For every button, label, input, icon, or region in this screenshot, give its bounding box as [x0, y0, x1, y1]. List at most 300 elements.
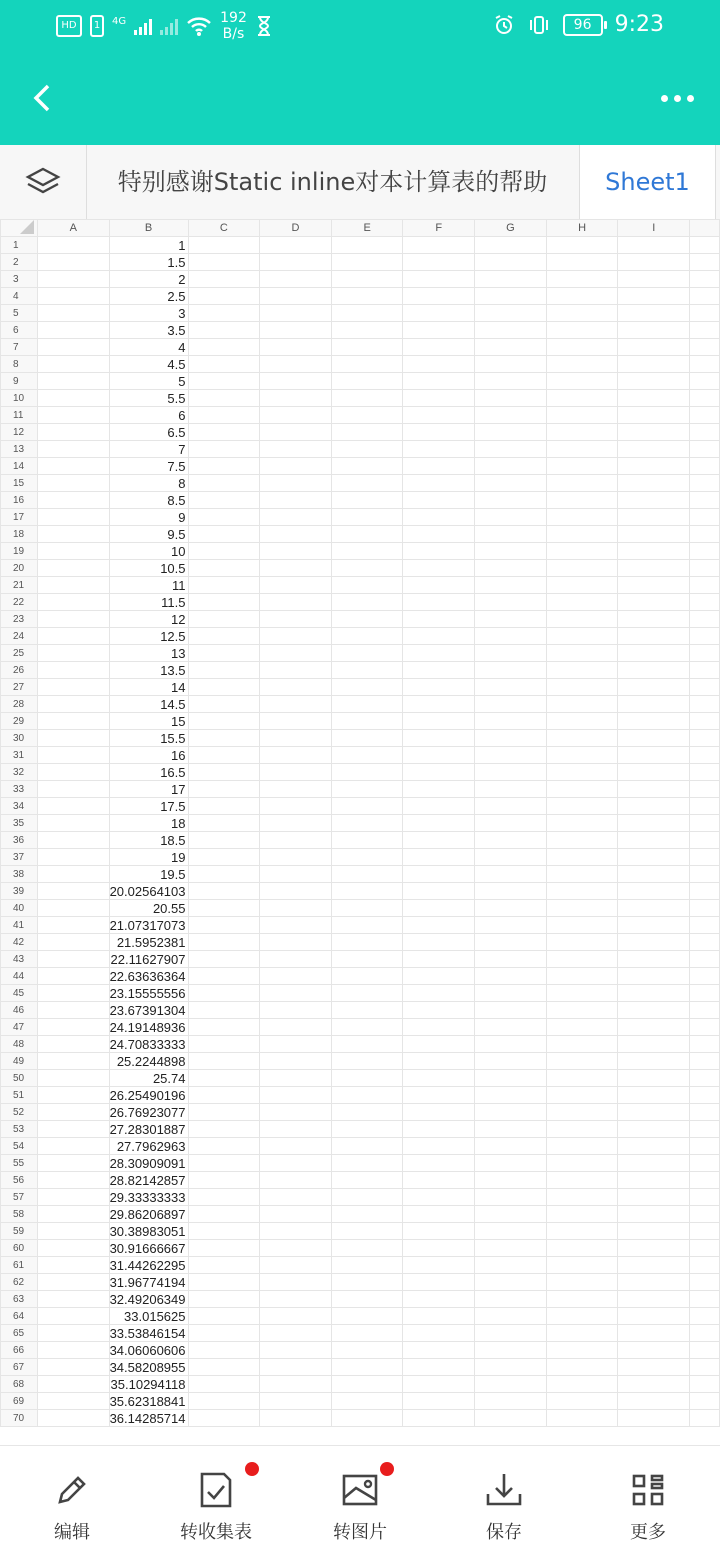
cell[interactable] — [546, 1359, 618, 1376]
cell[interactable] — [37, 1223, 109, 1240]
cell[interactable] — [331, 1206, 403, 1223]
cell[interactable] — [260, 645, 332, 662]
cell[interactable] — [403, 645, 475, 662]
cell[interactable] — [690, 1257, 720, 1274]
cell[interactable] — [618, 696, 690, 713]
cell[interactable] — [618, 254, 690, 271]
cell[interactable] — [188, 237, 260, 254]
cell-b[interactable]: 3 — [109, 305, 188, 322]
cell[interactable] — [260, 730, 332, 747]
cell[interactable] — [331, 560, 403, 577]
cell[interactable] — [546, 1257, 618, 1274]
cell[interactable] — [37, 322, 109, 339]
row-header[interactable]: 46 — [1, 1002, 38, 1019]
cell[interactable] — [546, 1223, 618, 1240]
row-header[interactable]: 44 — [1, 968, 38, 985]
cell[interactable] — [475, 1376, 547, 1393]
row-header[interactable]: 48 — [1, 1036, 38, 1053]
cell[interactable] — [546, 339, 618, 356]
cell-b[interactable]: 10.5 — [109, 560, 188, 577]
cell[interactable] — [37, 271, 109, 288]
edit-button[interactable] — [22, 1470, 122, 1544]
cell[interactable] — [475, 1138, 547, 1155]
cell[interactable] — [475, 560, 547, 577]
cell[interactable] — [403, 1172, 475, 1189]
cell[interactable] — [618, 764, 690, 781]
cell[interactable] — [260, 509, 332, 526]
cell[interactable] — [690, 1376, 720, 1393]
cell[interactable] — [618, 951, 690, 968]
cell[interactable] — [37, 237, 109, 254]
row-header[interactable]: 18 — [1, 526, 38, 543]
cell[interactable] — [403, 849, 475, 866]
cell[interactable] — [37, 662, 109, 679]
cell[interactable] — [690, 866, 720, 883]
cell[interactable] — [546, 764, 618, 781]
cell[interactable] — [37, 1393, 109, 1410]
cell[interactable] — [188, 883, 260, 900]
cell[interactable] — [403, 1410, 475, 1427]
cell-b[interactable]: 8.5 — [109, 492, 188, 509]
cell[interactable] — [37, 1274, 109, 1291]
cell[interactable] — [260, 339, 332, 356]
cell[interactable] — [475, 611, 547, 628]
cell[interactable] — [690, 1410, 720, 1427]
cell[interactable] — [37, 1359, 109, 1376]
cell[interactable] — [546, 1189, 618, 1206]
cell[interactable] — [690, 645, 720, 662]
cell[interactable] — [37, 781, 109, 798]
cell[interactable] — [188, 832, 260, 849]
cell[interactable] — [475, 849, 547, 866]
cell[interactable] — [618, 577, 690, 594]
cell[interactable] — [331, 288, 403, 305]
cell[interactable] — [475, 1291, 547, 1308]
cell-b[interactable]: 12 — [109, 611, 188, 628]
cell[interactable] — [37, 985, 109, 1002]
cell[interactable] — [331, 713, 403, 730]
cell-b[interactable]: 12.5 — [109, 628, 188, 645]
cell[interactable] — [618, 1359, 690, 1376]
cell[interactable] — [618, 815, 690, 832]
row-header[interactable]: 6 — [1, 322, 38, 339]
cell[interactable] — [475, 407, 547, 424]
cell[interactable] — [475, 492, 547, 509]
cell[interactable] — [546, 1172, 618, 1189]
cell[interactable] — [331, 798, 403, 815]
cell[interactable] — [403, 390, 475, 407]
cell[interactable] — [618, 1019, 690, 1036]
row-header[interactable]: 61 — [1, 1257, 38, 1274]
cell[interactable] — [475, 1104, 547, 1121]
cell[interactable] — [37, 764, 109, 781]
cell[interactable] — [188, 679, 260, 696]
cell[interactable] — [331, 1121, 403, 1138]
cell-b[interactable]: 35.62318841 — [109, 1393, 188, 1410]
cell[interactable] — [618, 424, 690, 441]
cell[interactable] — [690, 1155, 720, 1172]
cell[interactable] — [37, 849, 109, 866]
cell[interactable] — [188, 781, 260, 798]
cell[interactable] — [690, 917, 720, 934]
cell[interactable] — [690, 1002, 720, 1019]
cell[interactable] — [260, 662, 332, 679]
cell[interactable] — [403, 1121, 475, 1138]
cell[interactable] — [331, 322, 403, 339]
cell[interactable] — [475, 594, 547, 611]
cell[interactable] — [331, 1342, 403, 1359]
cell[interactable] — [403, 1274, 475, 1291]
cell[interactable] — [331, 594, 403, 611]
cell[interactable] — [690, 662, 720, 679]
cell[interactable] — [690, 849, 720, 866]
cell[interactable] — [403, 1342, 475, 1359]
row-header[interactable]: 47 — [1, 1019, 38, 1036]
cell[interactable] — [37, 1257, 109, 1274]
cell[interactable] — [37, 798, 109, 815]
cell[interactable] — [546, 1087, 618, 1104]
row-header[interactable]: 40 — [1, 900, 38, 917]
cell[interactable] — [331, 271, 403, 288]
cell[interactable] — [690, 1291, 720, 1308]
cell-b[interactable]: 14.5 — [109, 696, 188, 713]
cell[interactable] — [331, 747, 403, 764]
cell[interactable] — [546, 1019, 618, 1036]
cell[interactable] — [546, 781, 618, 798]
cell[interactable] — [188, 305, 260, 322]
cell[interactable] — [37, 1410, 109, 1427]
cell-b[interactable]: 21.5952381 — [109, 934, 188, 951]
row-header[interactable]: 55 — [1, 1155, 38, 1172]
cell[interactable] — [331, 1223, 403, 1240]
cell[interactable] — [690, 543, 720, 560]
cell[interactable] — [403, 1002, 475, 1019]
cell[interactable] — [188, 1291, 260, 1308]
cell[interactable] — [403, 985, 475, 1002]
cell[interactable] — [403, 577, 475, 594]
cell[interactable] — [260, 1325, 332, 1342]
cell[interactable] — [690, 900, 720, 917]
cell[interactable] — [331, 1410, 403, 1427]
cell[interactable] — [475, 662, 547, 679]
cell[interactable] — [331, 883, 403, 900]
cell[interactable] — [403, 1070, 475, 1087]
cell[interactable] — [475, 1172, 547, 1189]
row-header[interactable]: 12 — [1, 424, 38, 441]
row-header[interactable]: 25 — [1, 645, 38, 662]
cell[interactable] — [475, 730, 547, 747]
cell[interactable] — [475, 764, 547, 781]
cell[interactable] — [260, 798, 332, 815]
cell[interactable] — [188, 492, 260, 509]
cell[interactable] — [403, 288, 475, 305]
cell-b[interactable]: 24.70833333 — [109, 1036, 188, 1053]
row-header[interactable]: 31 — [1, 747, 38, 764]
row-header[interactable]: 63 — [1, 1291, 38, 1308]
cell[interactable] — [260, 560, 332, 577]
cell[interactable] — [188, 594, 260, 611]
cell[interactable] — [37, 1240, 109, 1257]
cell[interactable] — [260, 1070, 332, 1087]
cell[interactable] — [618, 662, 690, 679]
cell[interactable] — [331, 237, 403, 254]
cell[interactable] — [690, 1189, 720, 1206]
cell[interactable] — [475, 815, 547, 832]
cell[interactable] — [188, 1104, 260, 1121]
row-header[interactable]: 39 — [1, 883, 38, 900]
cell[interactable] — [618, 543, 690, 560]
cell[interactable] — [618, 1308, 690, 1325]
row-header[interactable]: 38 — [1, 866, 38, 883]
row-header[interactable]: 19 — [1, 543, 38, 560]
cell[interactable] — [690, 458, 720, 475]
cell[interactable] — [37, 1070, 109, 1087]
cell[interactable] — [403, 458, 475, 475]
cell[interactable] — [260, 1342, 332, 1359]
cell[interactable] — [690, 1308, 720, 1325]
cell[interactable] — [37, 645, 109, 662]
cell-b[interactable]: 15.5 — [109, 730, 188, 747]
cell-b[interactable]: 5 — [109, 373, 188, 390]
row-header[interactable]: 5 — [1, 305, 38, 322]
cell[interactable] — [331, 390, 403, 407]
cell[interactable] — [618, 1053, 690, 1070]
cell[interactable] — [475, 1342, 547, 1359]
cell-b[interactable]: 9.5 — [109, 526, 188, 543]
cell[interactable] — [618, 934, 690, 951]
cell[interactable] — [331, 1036, 403, 1053]
cell[interactable] — [546, 1036, 618, 1053]
cell[interactable] — [403, 611, 475, 628]
cell-b[interactable]: 7 — [109, 441, 188, 458]
row-header[interactable]: 42 — [1, 934, 38, 951]
cell-b[interactable]: 28.30909091 — [109, 1155, 188, 1172]
cell[interactable] — [618, 237, 690, 254]
cell[interactable] — [260, 849, 332, 866]
cell[interactable] — [260, 815, 332, 832]
cell[interactable] — [403, 492, 475, 509]
cell-b[interactable]: 14 — [109, 679, 188, 696]
cell[interactable] — [37, 866, 109, 883]
cell[interactable] — [403, 1206, 475, 1223]
cell[interactable] — [403, 730, 475, 747]
cell[interactable] — [475, 917, 547, 934]
cell-b[interactable]: 35.10294118 — [109, 1376, 188, 1393]
cell[interactable] — [403, 1291, 475, 1308]
row-header[interactable]: 13 — [1, 441, 38, 458]
convert-collect-button[interactable] — [166, 1470, 266, 1544]
cell[interactable] — [546, 254, 618, 271]
cell-b[interactable]: 11 — [109, 577, 188, 594]
cell[interactable] — [260, 424, 332, 441]
cell[interactable] — [260, 237, 332, 254]
cell[interactable] — [546, 611, 618, 628]
row-header[interactable]: 41 — [1, 917, 38, 934]
cell[interactable] — [618, 1240, 690, 1257]
row-header[interactable]: 16 — [1, 492, 38, 509]
cell[interactable] — [546, 1121, 618, 1138]
cell[interactable] — [188, 1240, 260, 1257]
cell[interactable] — [475, 339, 547, 356]
cell[interactable] — [618, 1393, 690, 1410]
cell[interactable] — [188, 441, 260, 458]
cell[interactable] — [331, 611, 403, 628]
cell[interactable] — [618, 798, 690, 815]
cell[interactable] — [618, 441, 690, 458]
cell[interactable] — [690, 628, 720, 645]
cell[interactable] — [475, 526, 547, 543]
cell[interactable] — [690, 1206, 720, 1223]
row-header[interactable]: 7 — [1, 339, 38, 356]
cell[interactable] — [37, 424, 109, 441]
cell[interactable] — [188, 1393, 260, 1410]
cell[interactable] — [618, 968, 690, 985]
cell-b[interactable]: 21.07317073 — [109, 917, 188, 934]
cell[interactable] — [188, 1002, 260, 1019]
cell[interactable] — [546, 951, 618, 968]
tab-sheet1[interactable]: Sheet1 — [579, 145, 716, 219]
cell[interactable] — [403, 305, 475, 322]
cell[interactable] — [690, 815, 720, 832]
cell-b[interactable]: 33.015625 — [109, 1308, 188, 1325]
cell[interactable] — [188, 254, 260, 271]
cell[interactable] — [475, 356, 547, 373]
cell[interactable] — [260, 1053, 332, 1070]
row-header[interactable]: 21 — [1, 577, 38, 594]
cell[interactable] — [475, 475, 547, 492]
row-header[interactable]: 20 — [1, 560, 38, 577]
cell[interactable] — [331, 696, 403, 713]
cell[interactable] — [475, 577, 547, 594]
cell[interactable] — [331, 1393, 403, 1410]
cell[interactable] — [618, 1189, 690, 1206]
cell[interactable] — [618, 1155, 690, 1172]
cell[interactable] — [618, 594, 690, 611]
cell[interactable] — [690, 254, 720, 271]
cell-b[interactable]: 3.5 — [109, 322, 188, 339]
cell-b[interactable]: 18.5 — [109, 832, 188, 849]
cell[interactable] — [403, 1019, 475, 1036]
cell[interactable] — [546, 594, 618, 611]
cell[interactable] — [188, 543, 260, 560]
cell[interactable] — [37, 594, 109, 611]
row-header[interactable]: 9 — [1, 373, 38, 390]
cell[interactable] — [260, 1308, 332, 1325]
cell[interactable] — [188, 1070, 260, 1087]
cell[interactable] — [260, 1410, 332, 1427]
cell[interactable] — [618, 509, 690, 526]
cell[interactable] — [475, 271, 547, 288]
cell[interactable] — [403, 662, 475, 679]
cell[interactable] — [37, 288, 109, 305]
cell[interactable] — [260, 900, 332, 917]
cell[interactable] — [260, 390, 332, 407]
cell[interactable] — [37, 560, 109, 577]
cell[interactable] — [618, 1138, 690, 1155]
row-header[interactable]: 23 — [1, 611, 38, 628]
cell[interactable] — [618, 985, 690, 1002]
row-header[interactable]: 36 — [1, 832, 38, 849]
cell[interactable] — [690, 339, 720, 356]
cell[interactable] — [618, 645, 690, 662]
cell[interactable] — [618, 475, 690, 492]
cell[interactable] — [188, 1036, 260, 1053]
cell-b[interactable]: 31.96774194 — [109, 1274, 188, 1291]
cell[interactable] — [546, 747, 618, 764]
cell[interactable] — [331, 815, 403, 832]
cell[interactable] — [546, 968, 618, 985]
cell[interactable] — [37, 356, 109, 373]
cell[interactable] — [546, 441, 618, 458]
cell[interactable] — [403, 441, 475, 458]
cell[interactable] — [475, 1087, 547, 1104]
cell[interactable] — [260, 713, 332, 730]
cell-b[interactable]: 4 — [109, 339, 188, 356]
cell[interactable] — [690, 1342, 720, 1359]
cell[interactable] — [188, 1206, 260, 1223]
cell[interactable] — [188, 696, 260, 713]
cell-b[interactable]: 7.5 — [109, 458, 188, 475]
cell[interactable] — [546, 900, 618, 917]
cell[interactable] — [188, 1325, 260, 1342]
cell[interactable] — [403, 764, 475, 781]
cell[interactable] — [188, 1121, 260, 1138]
cell[interactable] — [37, 1189, 109, 1206]
cell[interactable] — [37, 305, 109, 322]
cell[interactable] — [37, 1019, 109, 1036]
cell[interactable] — [331, 917, 403, 934]
cell[interactable] — [475, 679, 547, 696]
cell[interactable] — [546, 679, 618, 696]
row-header[interactable]: 64 — [1, 1308, 38, 1325]
cell[interactable] — [260, 1376, 332, 1393]
cell[interactable] — [475, 781, 547, 798]
row-header[interactable]: 15 — [1, 475, 38, 492]
cell[interactable] — [188, 390, 260, 407]
cell[interactable] — [618, 1070, 690, 1087]
cell[interactable] — [546, 815, 618, 832]
row-header[interactable]: 37 — [1, 849, 38, 866]
cell[interactable] — [618, 322, 690, 339]
cell-b[interactable]: 5.5 — [109, 390, 188, 407]
cell[interactable] — [331, 1087, 403, 1104]
cell[interactable] — [37, 441, 109, 458]
row-header[interactable]: 57 — [1, 1189, 38, 1206]
cell[interactable] — [618, 866, 690, 883]
cell[interactable] — [403, 560, 475, 577]
column-header-c[interactable]: C — [188, 220, 260, 237]
cell[interactable] — [475, 1359, 547, 1376]
cell[interactable] — [618, 730, 690, 747]
cell[interactable] — [690, 611, 720, 628]
row-header[interactable]: 69 — [1, 1393, 38, 1410]
cell[interactable] — [690, 696, 720, 713]
row-header[interactable]: 66 — [1, 1342, 38, 1359]
cell[interactable] — [618, 883, 690, 900]
cell-b[interactable]: 1.5 — [109, 254, 188, 271]
cell-b[interactable]: 19 — [109, 849, 188, 866]
cell[interactable] — [37, 509, 109, 526]
cell[interactable] — [690, 577, 720, 594]
cell[interactable] — [546, 1206, 618, 1223]
cell[interactable] — [37, 730, 109, 747]
cell[interactable] — [37, 1291, 109, 1308]
cell-b[interactable]: 28.82142857 — [109, 1172, 188, 1189]
cell[interactable] — [618, 1104, 690, 1121]
cell[interactable] — [260, 1036, 332, 1053]
cell[interactable] — [475, 968, 547, 985]
row-header[interactable]: 28 — [1, 696, 38, 713]
